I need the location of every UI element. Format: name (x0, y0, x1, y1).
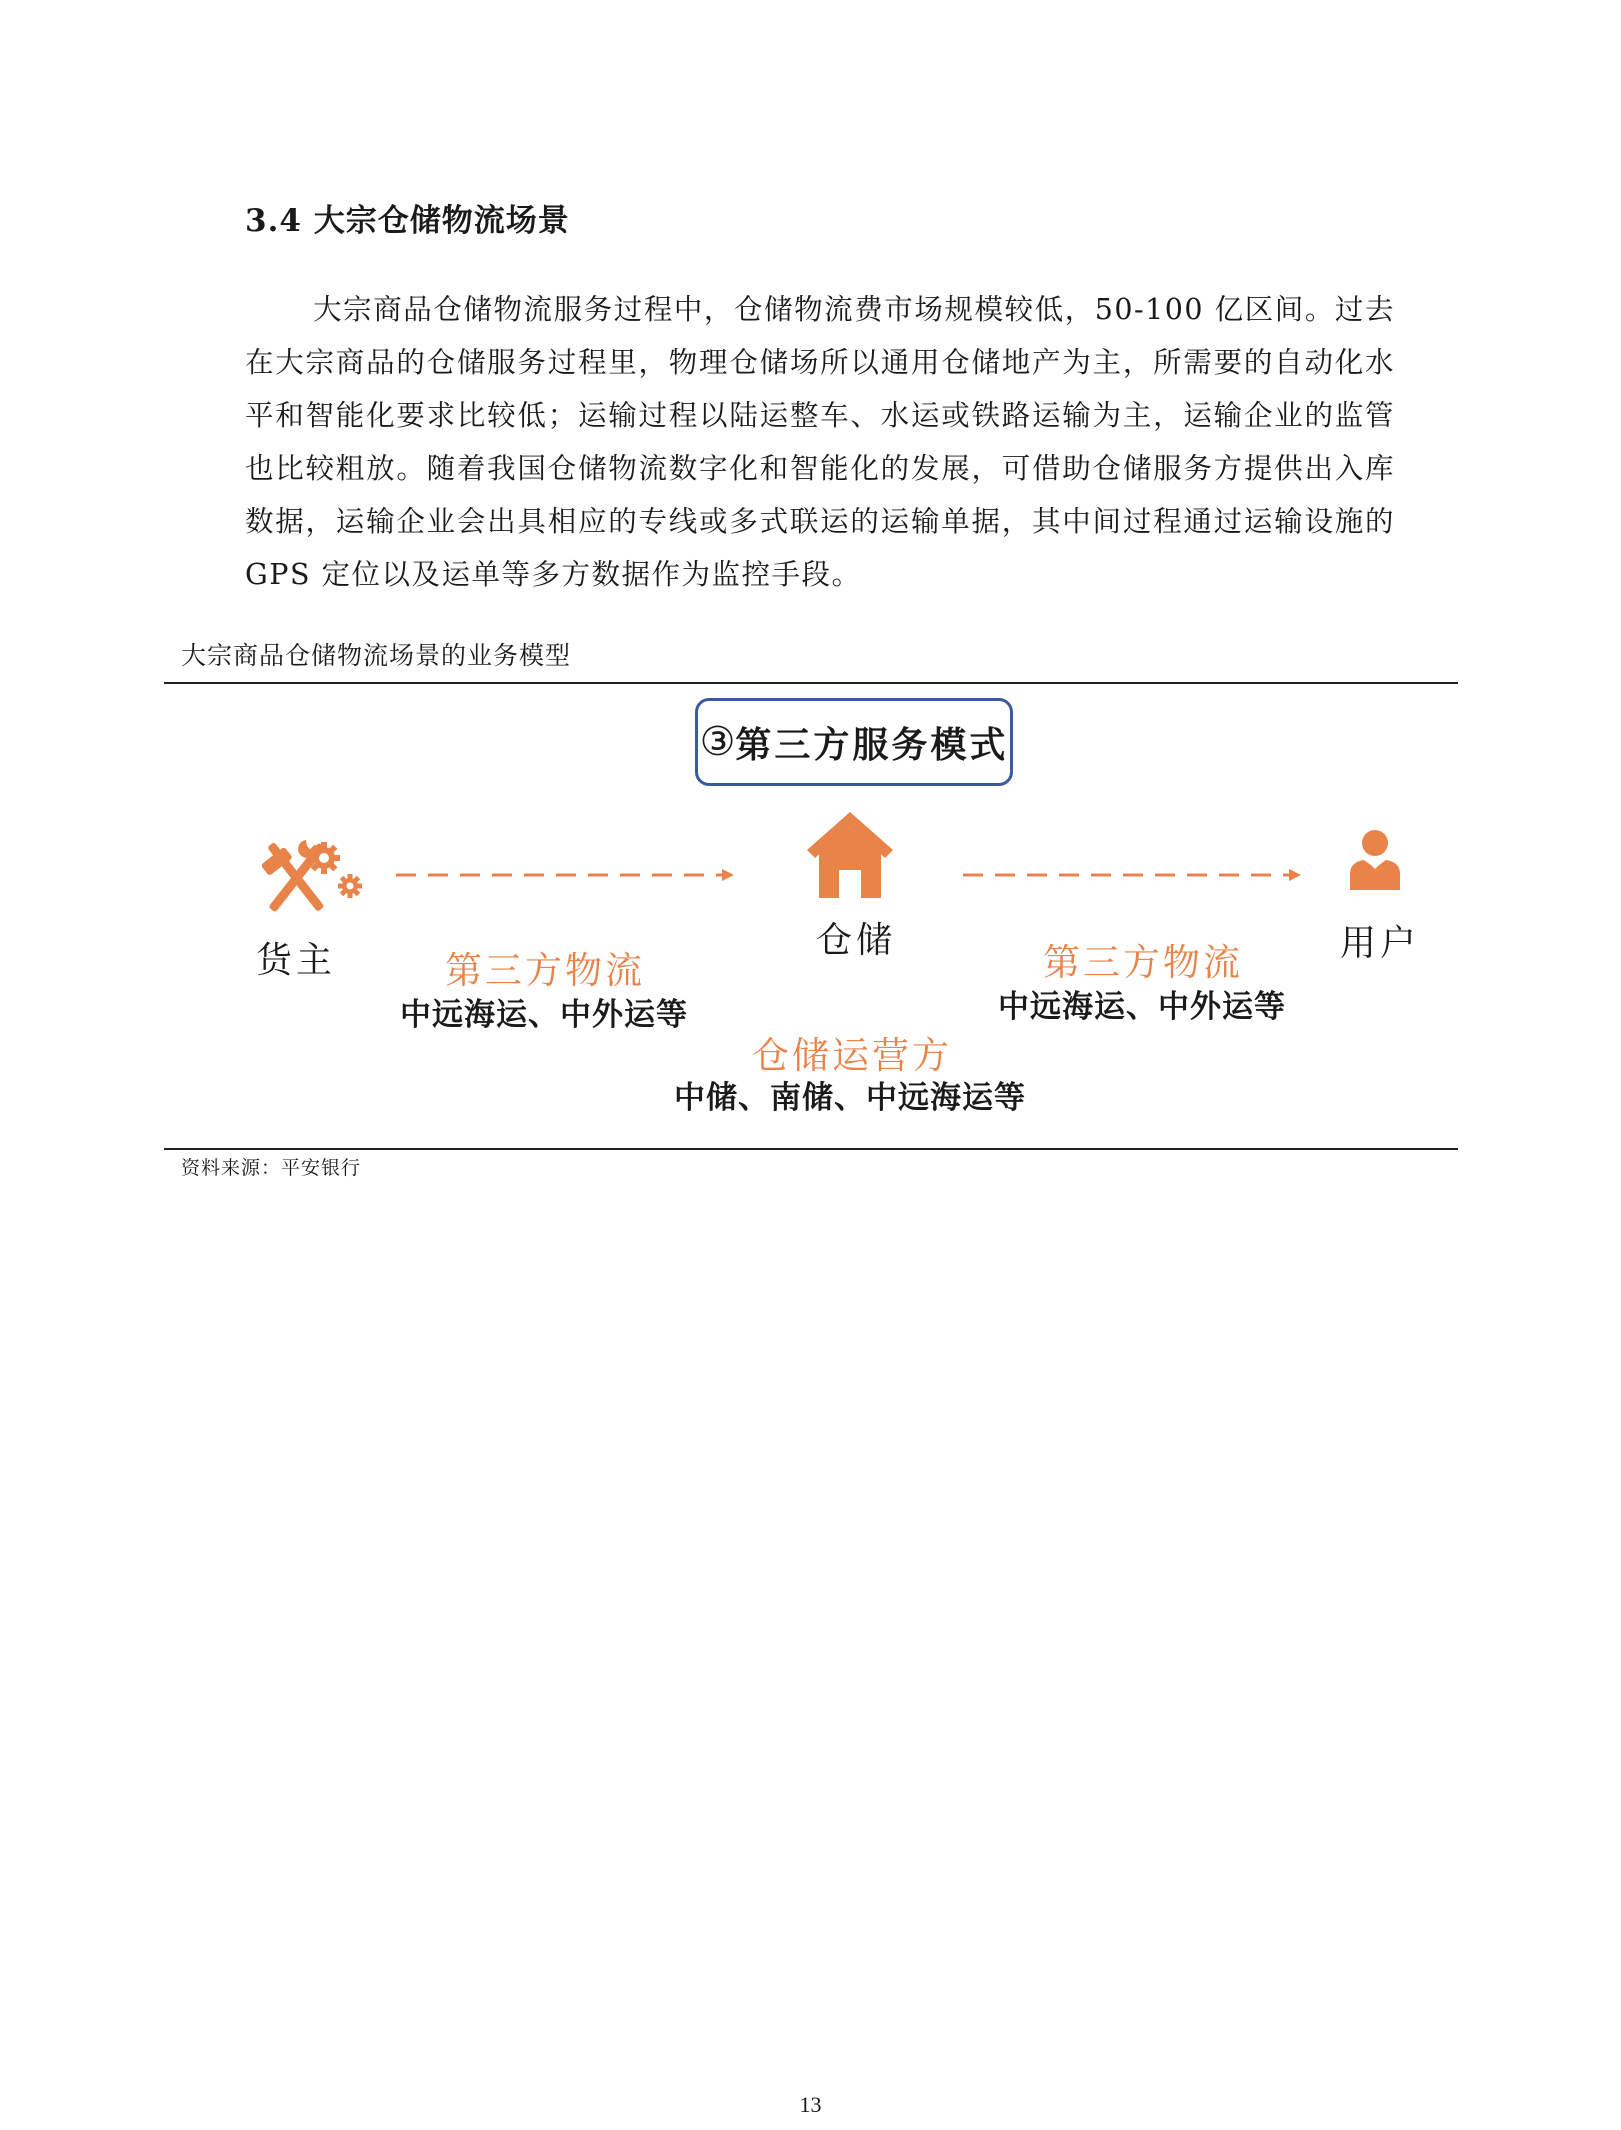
dashed-arrow-icon (963, 868, 1303, 882)
figure-title: 大宗商品仓储物流场景的业务模型 (181, 641, 572, 670)
left-provider-title: 第三方物流 (445, 949, 645, 992)
page-number: 13 (799, 2092, 822, 2117)
section-heading: 3.4 大宗仓储物流场景 (245, 203, 570, 239)
figure-bottom-rule (164, 1148, 1458, 1150)
right-provider-title: 第三方物流 (1043, 941, 1243, 984)
mode-box (695, 698, 1013, 786)
right-provider-examples: 中远海运、中外运等 (998, 989, 1286, 1025)
dashed-arrow-icon (396, 868, 736, 882)
tools-gear-icon (262, 838, 367, 918)
node-user: 用户 (1340, 923, 1421, 964)
figure-source: 资料来源：平安银行 (181, 1157, 362, 1179)
left-provider-examples: 中远海运、中外运等 (400, 997, 688, 1033)
node-owner: 货主 (256, 940, 337, 981)
warehouse-operator-title: 仓储运营方 (752, 1034, 952, 1077)
node-warehouse: 仓储 (816, 920, 897, 961)
mode-label: 第三方服务模式 (735, 723, 1009, 766)
paragraph-text: 大宗商品仓储物流服务过程中，仓储物流费市场规模较低，50-100 亿区间。过去在大宗商品的仓储服务过程里，物理仓储场所以通用仓储地产为主，所需要的自动化水平和智能化要求比较低；运输过程以陆运整车、水运或铁路运输为主，运输企业的监管也比较粗放。随着我国仓储物流数字化和智能化的发展，可借助仓储服务方提供出入库数据，运输企业会出具相应的专线或多式联运的运输单据，其中间过程通过运输设施的 GPS 定位以及运单等多方数据作为监控手段。 (245, 293, 1395, 591)
mode-number: ③ (699, 719, 736, 765)
house-icon (805, 808, 895, 898)
figure-top-rule (164, 682, 1458, 684)
person-icon (1348, 828, 1402, 890)
warehouse-operator-examples: 中储、南储、中远海运等 (674, 1080, 1026, 1116)
section-paragraph (245, 283, 1395, 601)
